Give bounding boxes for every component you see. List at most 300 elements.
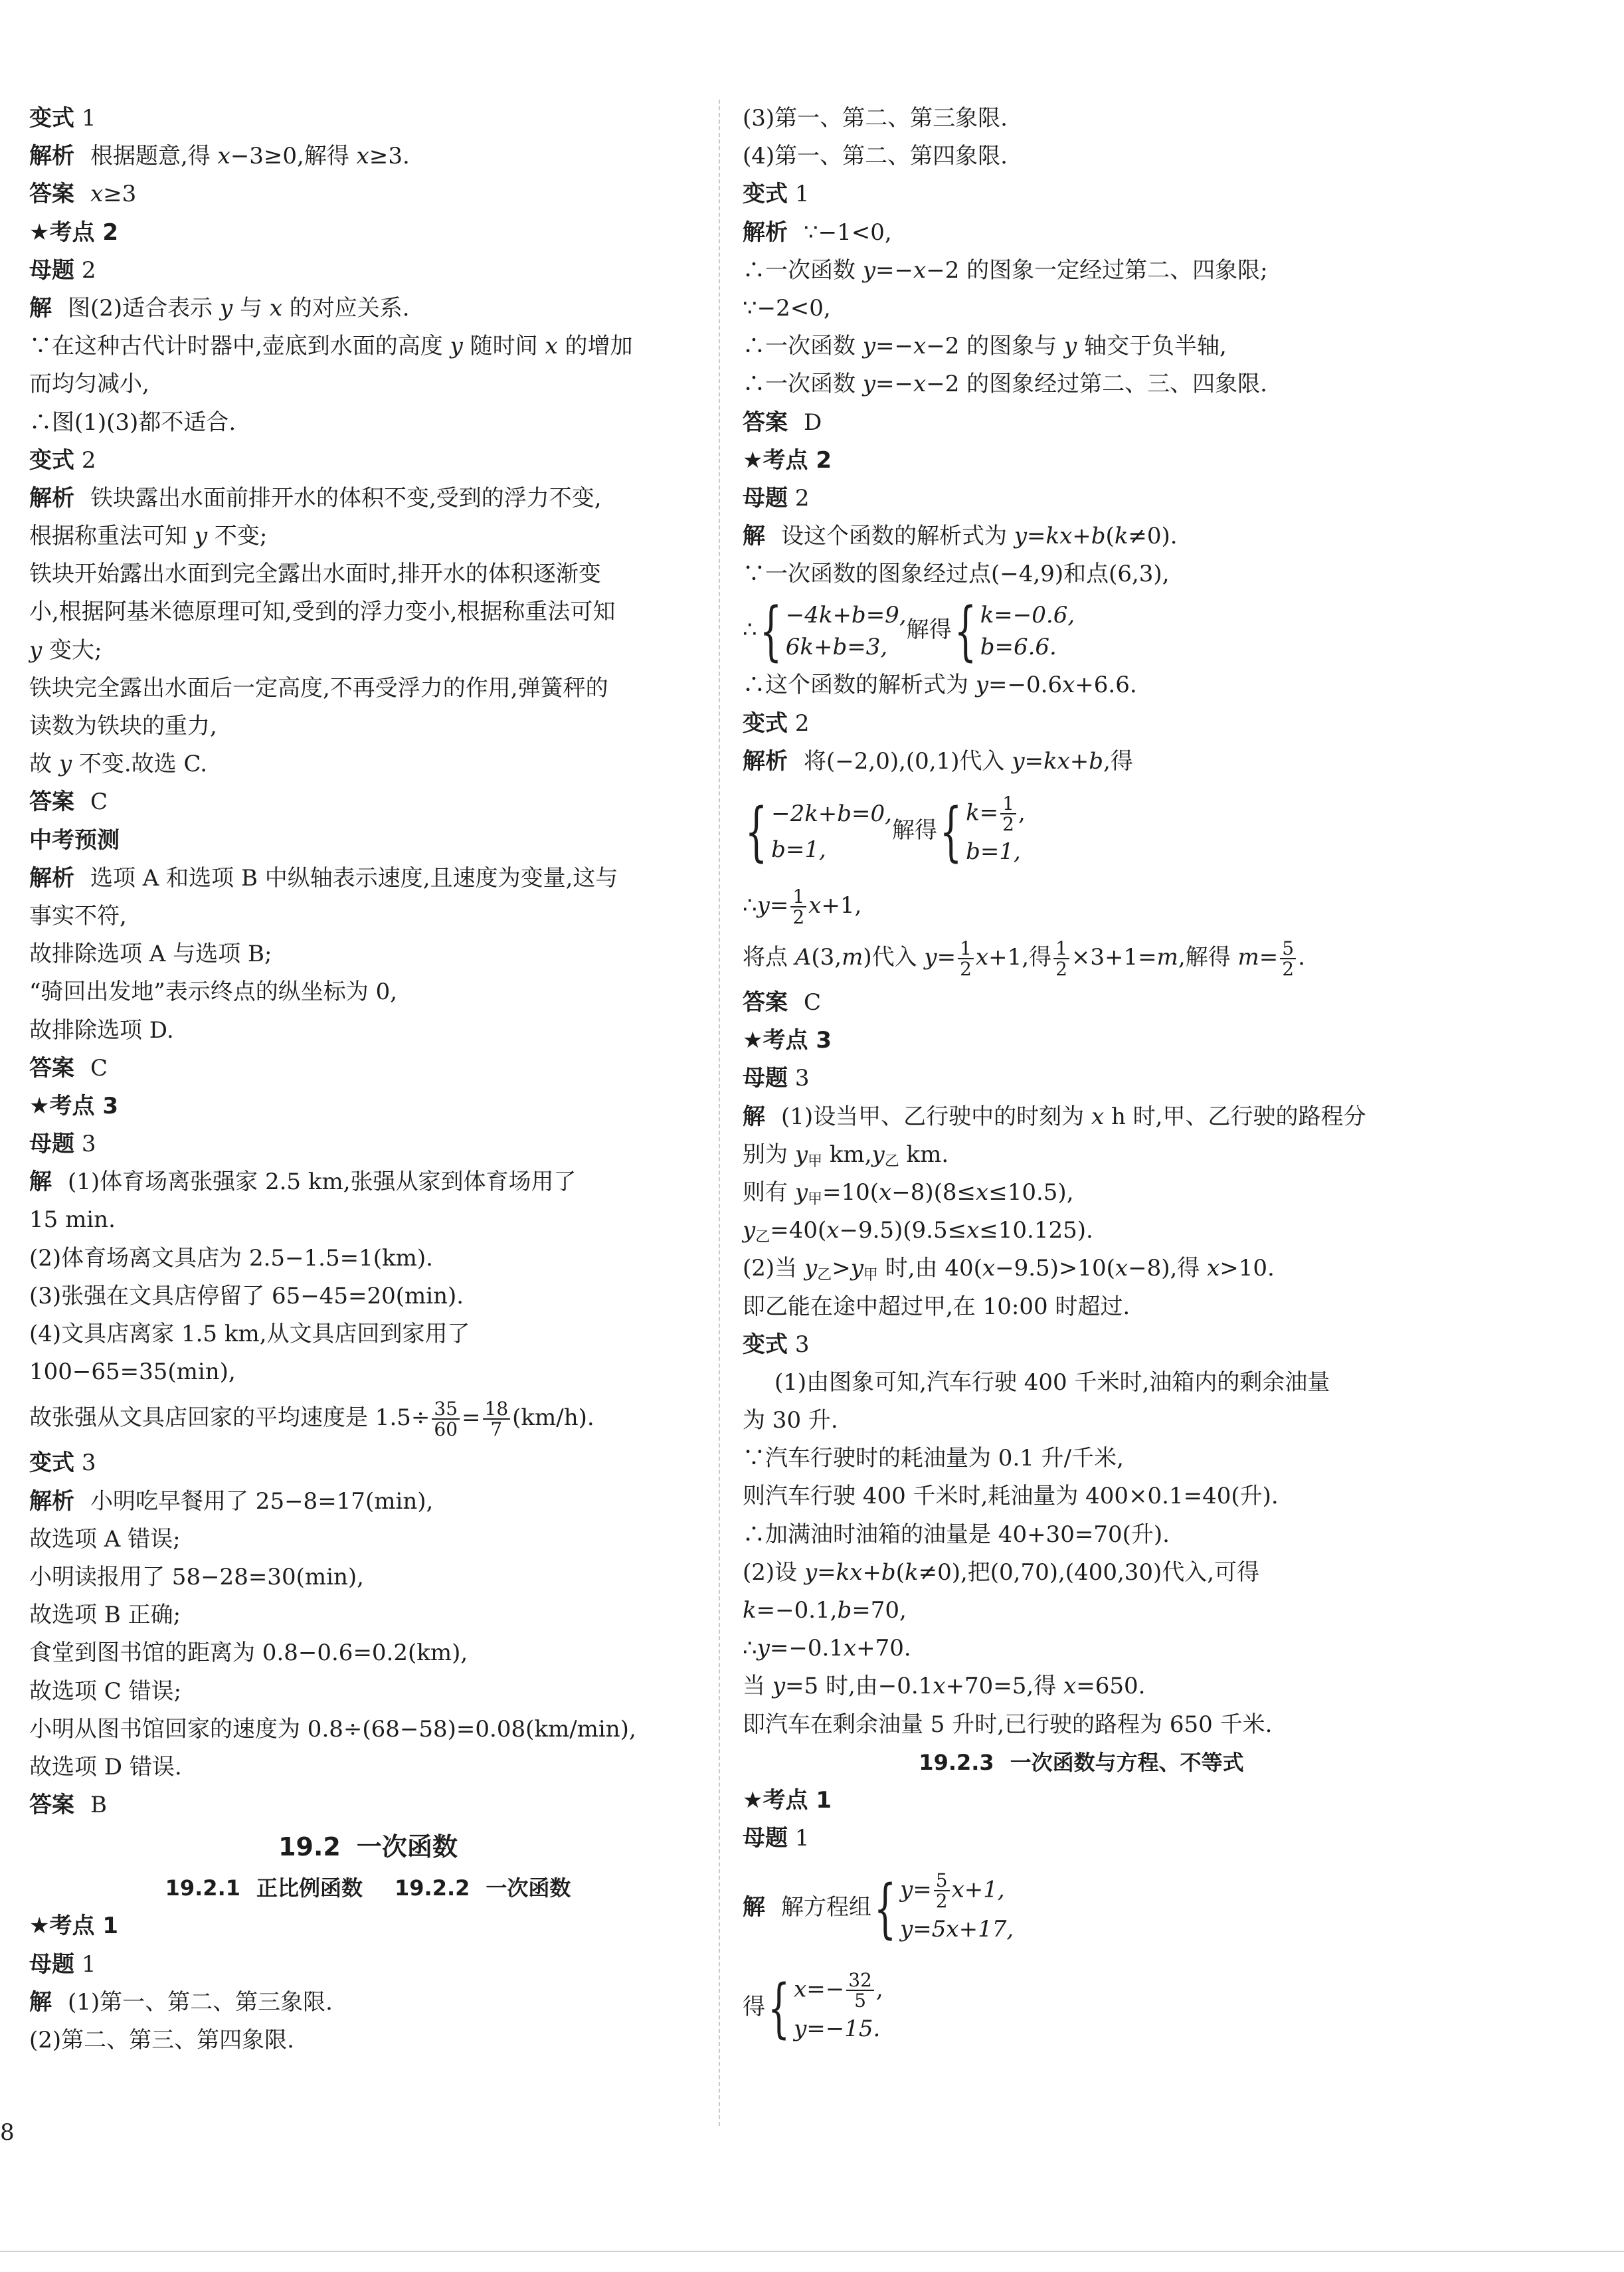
subscript: 乙 (755, 1229, 770, 1246)
line (29, 1125, 707, 1163)
line: (3)张强在文具店停留了 65−45=20(min). (29, 1282, 464, 1309)
equation-system-line (743, 1957, 1420, 2057)
line (743, 1212, 1420, 1250)
text: ∴ (743, 616, 757, 644)
section-heading: ★考点 2 (29, 219, 118, 246)
text: ∴一次函数 (743, 256, 863, 284)
equation: b=1, (966, 838, 1021, 866)
text: ∵−1<0, (804, 219, 892, 246)
label: 变式 (743, 1331, 788, 1358)
text: (km/h). (512, 1404, 594, 1432)
text: ∵在这种古代计时器中,壶底到水面的高度 (29, 333, 450, 360)
var: x (217, 143, 230, 170)
var: y (794, 1141, 808, 1168)
line (743, 328, 1420, 365)
equation: y=5x+17, (900, 1915, 1014, 1942)
line: ∴加满油时油箱的油量是 40+30=70(升). (743, 1521, 1170, 1548)
numerator: 1 (790, 887, 806, 907)
label: 母题 (29, 256, 74, 284)
label: 变式 (743, 181, 788, 208)
text: 将点 (743, 944, 795, 971)
text: 不变; (207, 523, 268, 550)
label: 母题 (743, 1825, 788, 1852)
line (743, 1592, 1420, 1630)
text: 随时间 (462, 333, 545, 360)
line (743, 1554, 1420, 1592)
var: m (1156, 944, 1178, 971)
var: x (933, 1673, 946, 1700)
text: 解得 (891, 817, 937, 844)
line (29, 290, 707, 328)
line: (2)体育场离文具店为 2.5−1.5=1(km). (29, 1244, 433, 1272)
text: 的增加 (557, 333, 633, 360)
text: =40( (770, 1217, 827, 1244)
var: k (743, 1597, 757, 1624)
line (29, 632, 707, 670)
brace: { (939, 795, 962, 869)
label: 解析 (743, 747, 788, 775)
var: y (29, 636, 43, 664)
line (743, 518, 1420, 555)
text: ≠0). (1128, 523, 1178, 550)
line (29, 138, 707, 175)
text: +1,得 (988, 944, 1052, 971)
line (29, 860, 707, 898)
text: (1)体育场离张强家 2.5 km,张强从家到体育场用了 (68, 1169, 577, 1196)
equation-system-line (743, 593, 1420, 669)
text: 故 (29, 751, 59, 778)
text: km. (899, 1141, 949, 1168)
text: ∴ (743, 1635, 757, 1662)
text: 与 (232, 294, 270, 322)
line (743, 1667, 1420, 1705)
text: 变大; (42, 636, 102, 664)
text: (1)由图象可知,汽车行驶 400 千米时,油箱内的剩余油量 (774, 1369, 1330, 1396)
line: 则汽车行驶 400 千米时,耗油量为 400×0.1=40(升). (743, 1483, 1279, 1510)
fraction (934, 1871, 950, 1911)
var: y (1063, 333, 1077, 360)
var: x (913, 333, 927, 360)
equation: b=6.6. (980, 634, 1057, 661)
var: y (194, 523, 208, 550)
text: 2 (81, 256, 96, 284)
text: 铁块露出水面前排开水的体积不变,受到的浮力不变, (90, 484, 602, 512)
brace: { (873, 1871, 897, 1946)
text: 3 (794, 1065, 810, 1092)
var: k (904, 1559, 919, 1586)
text: k= (966, 799, 999, 826)
fraction (846, 1970, 874, 2011)
line (29, 745, 707, 783)
numerator: 1 (1000, 794, 1016, 814)
line: (4)第一、第二、第四象限. (743, 143, 1008, 170)
text: =−0.6 (988, 672, 1063, 699)
text: >10. (1219, 1255, 1275, 1282)
equation: y=kx+b (1014, 523, 1106, 550)
line: 100−65=35(min), (29, 1359, 236, 1386)
brace: { (954, 594, 976, 669)
text: 小明吃早餐用了 25−8=17(min), (90, 1487, 434, 1515)
var: x (1207, 1255, 1220, 1282)
solution-system (794, 1970, 883, 2047)
text: h 时,甲、乙行驶的路程分 (1104, 1103, 1366, 1130)
line: 铁块开始露出水面到完全露出水面时,排开水的体积逐渐变 (29, 561, 601, 588)
line (743, 252, 1420, 290)
line: 故选项 A 错误; (29, 1525, 181, 1553)
text: ∴ (743, 892, 757, 919)
text: =− (875, 371, 914, 398)
line: ∴图(1)(3)都不适合. (29, 409, 236, 436)
denominator: 2 (1055, 958, 1067, 980)
section-title (29, 1824, 707, 1869)
line: 即汽车在剩余油量 5 升时,已行驶的路程为 650 千米. (743, 1711, 1273, 1738)
text: )代入 (863, 944, 925, 971)
solution-system (980, 599, 1075, 663)
var: y (924, 944, 937, 971)
line (743, 175, 1420, 213)
line (743, 1174, 1420, 1212)
var: m (842, 944, 863, 971)
var: y (804, 1255, 818, 1282)
text: 3 (81, 1450, 96, 1477)
label: 变式 (29, 1450, 74, 1477)
text: 1 (81, 1950, 96, 1978)
text: ≥3. (369, 143, 410, 170)
denominator: 2 (1282, 958, 1295, 980)
text: = (462, 1404, 481, 1432)
line (29, 1444, 707, 1482)
text: −3≥0,解得 (230, 143, 357, 170)
label: 解 (743, 1103, 765, 1130)
text: 当 (743, 1673, 772, 1700)
text: km, (822, 1141, 872, 1168)
text: 轴交于负半轴, (1077, 333, 1227, 360)
label: 变式 (743, 710, 788, 737)
section-heading: 中考预测 (29, 826, 120, 854)
line: 故选项 B 正确; (29, 1602, 181, 1629)
line (29, 1786, 707, 1824)
text: (2)当 (743, 1255, 804, 1282)
label: 母题 (29, 1950, 74, 1978)
text: 故张强从文具店回家的平均速度是 1.5÷ (29, 1404, 430, 1432)
text: C (804, 989, 822, 1016)
var: y (862, 256, 876, 284)
line (743, 743, 1420, 781)
text: 3 (794, 1331, 810, 1358)
line (29, 1946, 707, 1984)
line (743, 880, 1420, 931)
line (743, 365, 1420, 403)
text: −8),得 (1128, 1255, 1208, 1282)
text: ×3+1= (1071, 944, 1157, 971)
label: 解 (743, 523, 765, 550)
numerator: 1 (958, 939, 974, 959)
denominator: 60 (434, 1418, 458, 1441)
denominator: 2 (935, 1890, 948, 1913)
line: 而均匀减小, (29, 371, 149, 398)
equation-system (900, 1871, 1014, 1947)
text: 不变.故选 C. (72, 751, 208, 778)
line (29, 100, 707, 138)
text: −9.5)(9.5≤ (839, 1217, 967, 1244)
text: ( (895, 1559, 905, 1586)
text: = (937, 944, 956, 971)
text: +70=5,得 (945, 1673, 1064, 1700)
text: −9.5)>10( (995, 1255, 1115, 1282)
text: (1)第一、第二、第三象限. (68, 1988, 333, 2016)
var: x (843, 1635, 857, 1662)
line: 15 min. (29, 1206, 116, 1234)
solution-system (966, 794, 1026, 870)
text: ∴一次函数 (743, 333, 863, 360)
text: 得 (743, 1994, 765, 2021)
text: ∴一次函数 (743, 371, 863, 398)
line (743, 1250, 1420, 1287)
line: 故选项 C 错误; (29, 1677, 182, 1705)
numerator: 35 (432, 1399, 460, 1420)
denominator: 5 (854, 1990, 866, 2012)
label: 变式 (29, 105, 74, 132)
var: x (808, 892, 822, 919)
text: =− (875, 256, 914, 284)
line (29, 1163, 707, 1201)
section-heading: ★考点 2 (743, 446, 832, 474)
text: 3 (81, 1131, 96, 1158)
line: 故排除选项 A 与选项 B; (29, 941, 272, 968)
label: 答案 (743, 409, 788, 436)
text: 2 (794, 484, 810, 512)
line (29, 1391, 707, 1444)
label: 解 (29, 294, 52, 322)
var: k (1114, 523, 1128, 550)
section-number: 19.2 (278, 1832, 341, 1862)
line: (2)第二、第三、第四象限. (29, 2027, 294, 2053)
text: C (90, 1054, 108, 1082)
equation-system (786, 599, 907, 663)
text: = (1259, 944, 1279, 971)
label: 解析 (743, 219, 788, 246)
line (743, 931, 1420, 984)
text: ∴这个函数的解析式为 (743, 672, 976, 699)
label: 母题 (29, 1131, 74, 1158)
fraction (1280, 939, 1296, 979)
text: 1 (81, 105, 96, 132)
equation-system (771, 796, 892, 868)
var: x (1091, 1103, 1105, 1130)
var: y (794, 1179, 808, 1206)
section-heading: ★考点 1 (29, 1913, 118, 1940)
var: x (982, 1255, 996, 1282)
subscript: 甲 (808, 1153, 823, 1170)
line (29, 480, 707, 518)
denominator: 2 (1002, 813, 1014, 835)
line: (4)文具店离家 1.5 km,从文具店回到家用了 (29, 1321, 470, 1347)
text: ,得 (1103, 747, 1133, 775)
label: 解析 (29, 1487, 74, 1515)
label: 解 (29, 1169, 52, 1196)
text: 设这个函数的解析式为 (781, 523, 1014, 550)
line (29, 518, 707, 555)
text: =5 时,由−0.1 (785, 1673, 933, 1700)
left-column (29, 100, 707, 2059)
var: x (1062, 672, 1075, 699)
text: 的对应关系. (282, 294, 410, 322)
var: x (356, 143, 369, 170)
text: 将(−2,0),(0,1)代入 (804, 747, 1012, 775)
equation (794, 1970, 883, 2011)
text: 根据题意,得 (90, 143, 218, 170)
line: 铁块完全露出水面后一定高度,不再受浮力的作用,弹簧秤的 (29, 674, 608, 702)
text: =650. (1076, 1673, 1146, 1700)
label: 解析 (29, 484, 74, 512)
var: x (879, 1179, 892, 1206)
fraction (483, 1399, 511, 1440)
text: +1, (821, 892, 862, 919)
line (743, 666, 1420, 704)
line (29, 1050, 707, 1088)
equation (966, 794, 1026, 834)
equation (900, 1871, 1014, 1911)
var: x (1063, 1673, 1077, 1700)
var: x (913, 371, 927, 398)
equation: y=−15. (794, 2015, 881, 2042)
line (743, 480, 1420, 518)
line (29, 252, 707, 290)
label: 答案 (29, 1054, 74, 1082)
numerator: 1 (1053, 939, 1069, 959)
line (29, 328, 707, 365)
text: C (90, 789, 108, 816)
subscript: 甲 (863, 1267, 878, 1284)
label: 解析 (29, 143, 74, 170)
subscript: 甲 (808, 1190, 823, 1208)
subsection-name: 正比例函数 (256, 1875, 363, 1901)
var: x (1115, 1255, 1128, 1282)
text: D (804, 409, 822, 436)
line (743, 705, 1420, 743)
text: . (1298, 944, 1305, 971)
label: 答案 (29, 789, 74, 816)
var: y (450, 333, 463, 360)
label: 解 (743, 1894, 765, 1921)
line (29, 783, 707, 821)
column-divider (719, 100, 720, 2126)
section-heading: ★考点 3 (743, 1027, 832, 1054)
numerator: 32 (846, 1970, 874, 1991)
text: ( (1105, 523, 1115, 550)
fraction (432, 1399, 460, 1440)
text: 时,由 40( (877, 1255, 982, 1282)
numerator: 5 (934, 1871, 950, 1891)
text: ≤10.5), (988, 1179, 1074, 1206)
bottom-rule (0, 2251, 1624, 2252)
text: > (832, 1255, 851, 1282)
line (29, 442, 707, 480)
label: 母题 (743, 1065, 788, 1092)
var: x (913, 256, 927, 284)
equation: y=kx+b (804, 1559, 896, 1586)
subsection-title (29, 1869, 707, 1907)
var: x (966, 1217, 980, 1244)
fraction (1053, 939, 1069, 979)
text: (1)设当甲、乙行驶中的时刻为 (781, 1103, 1091, 1130)
var: y (975, 672, 989, 699)
text: =− (875, 333, 914, 360)
line: 小明读报用了 58−28=30(min), (29, 1563, 364, 1590)
text: −8)(8≤ (891, 1179, 976, 1206)
text: −2 的图象一定经过第二、四象限; (926, 256, 1268, 284)
subsection-name: 一次函数 (486, 1875, 571, 1901)
var: y (772, 1673, 786, 1700)
text: x=− (794, 1976, 845, 2003)
var: y (850, 1255, 863, 1282)
subsection-number: 19.2.2 (395, 1875, 470, 1901)
text: 1 (794, 1825, 810, 1852)
text: +70. (856, 1635, 911, 1662)
line (29, 1984, 707, 2022)
line: 为 30 升. (743, 1407, 838, 1434)
line: 读数为铁块的重力, (29, 713, 217, 739)
text: 解方程组 (781, 1894, 871, 1921)
line: 食堂到图书馆的距离为 0.8−0.6=0.2(km), (29, 1640, 468, 1667)
page-number: 8 (0, 2119, 15, 2146)
line (743, 214, 1420, 252)
text: ≤10.125). (979, 1217, 1093, 1244)
label: 变式 (29, 446, 74, 474)
fraction (1000, 794, 1016, 834)
text: =−0.1 (769, 1635, 844, 1662)
brace: { (759, 594, 782, 669)
text: =70, (852, 1597, 907, 1624)
line: 小,根据阿基米德原理可知,受到的浮力变小,根据称重法可知 (29, 599, 616, 626)
var: y (871, 1141, 885, 1168)
brace: { (745, 795, 768, 869)
line (743, 1136, 1420, 1174)
text: 选项 A 和选项 B 中纵轴表示速度,且速度为变量,这与 (90, 864, 618, 892)
line (743, 1098, 1420, 1136)
text: +6.6. (1075, 672, 1137, 699)
equation: y=kx+b (1012, 747, 1104, 775)
line (743, 984, 1420, 1022)
line: 故排除选项 D. (29, 1016, 174, 1044)
text: 则有 (743, 1179, 795, 1206)
line: 即乙能在途中超过甲,在 10:00 时超过. (743, 1293, 1130, 1320)
equation: k=−0.6, (980, 602, 1075, 629)
text: B (90, 1792, 107, 1819)
var: x (826, 1217, 840, 1244)
equation-system-line (743, 781, 1420, 880)
line: ∵一次函数的图象经过点(−4,9)和点(6,3), (743, 561, 1170, 588)
line: (3)第一、第二、第三象限. (743, 105, 1008, 132)
line: “骑回出发地”表示终点的纵坐标为 0, (29, 979, 398, 1006)
line (29, 1483, 707, 1521)
text: 别为 (743, 1141, 795, 1168)
line (743, 1060, 1420, 1097)
line: 小明从图书馆回家的速度为 0.8÷(68−58)=0.08(km/min), (29, 1715, 636, 1743)
subscript: 乙 (817, 1267, 832, 1284)
label: 答案 (29, 1792, 74, 1819)
equation: −2k+b=0, (771, 801, 892, 827)
equation: 6k+b=3, (785, 634, 888, 661)
text: ≥3 (103, 181, 137, 208)
label: 解析 (29, 864, 74, 892)
var: y (862, 333, 876, 360)
var: x (90, 181, 104, 208)
var: y (219, 294, 233, 322)
var: y (743, 1217, 756, 1244)
denominator: 2 (792, 906, 805, 928)
text: (2)设 (743, 1559, 804, 1586)
